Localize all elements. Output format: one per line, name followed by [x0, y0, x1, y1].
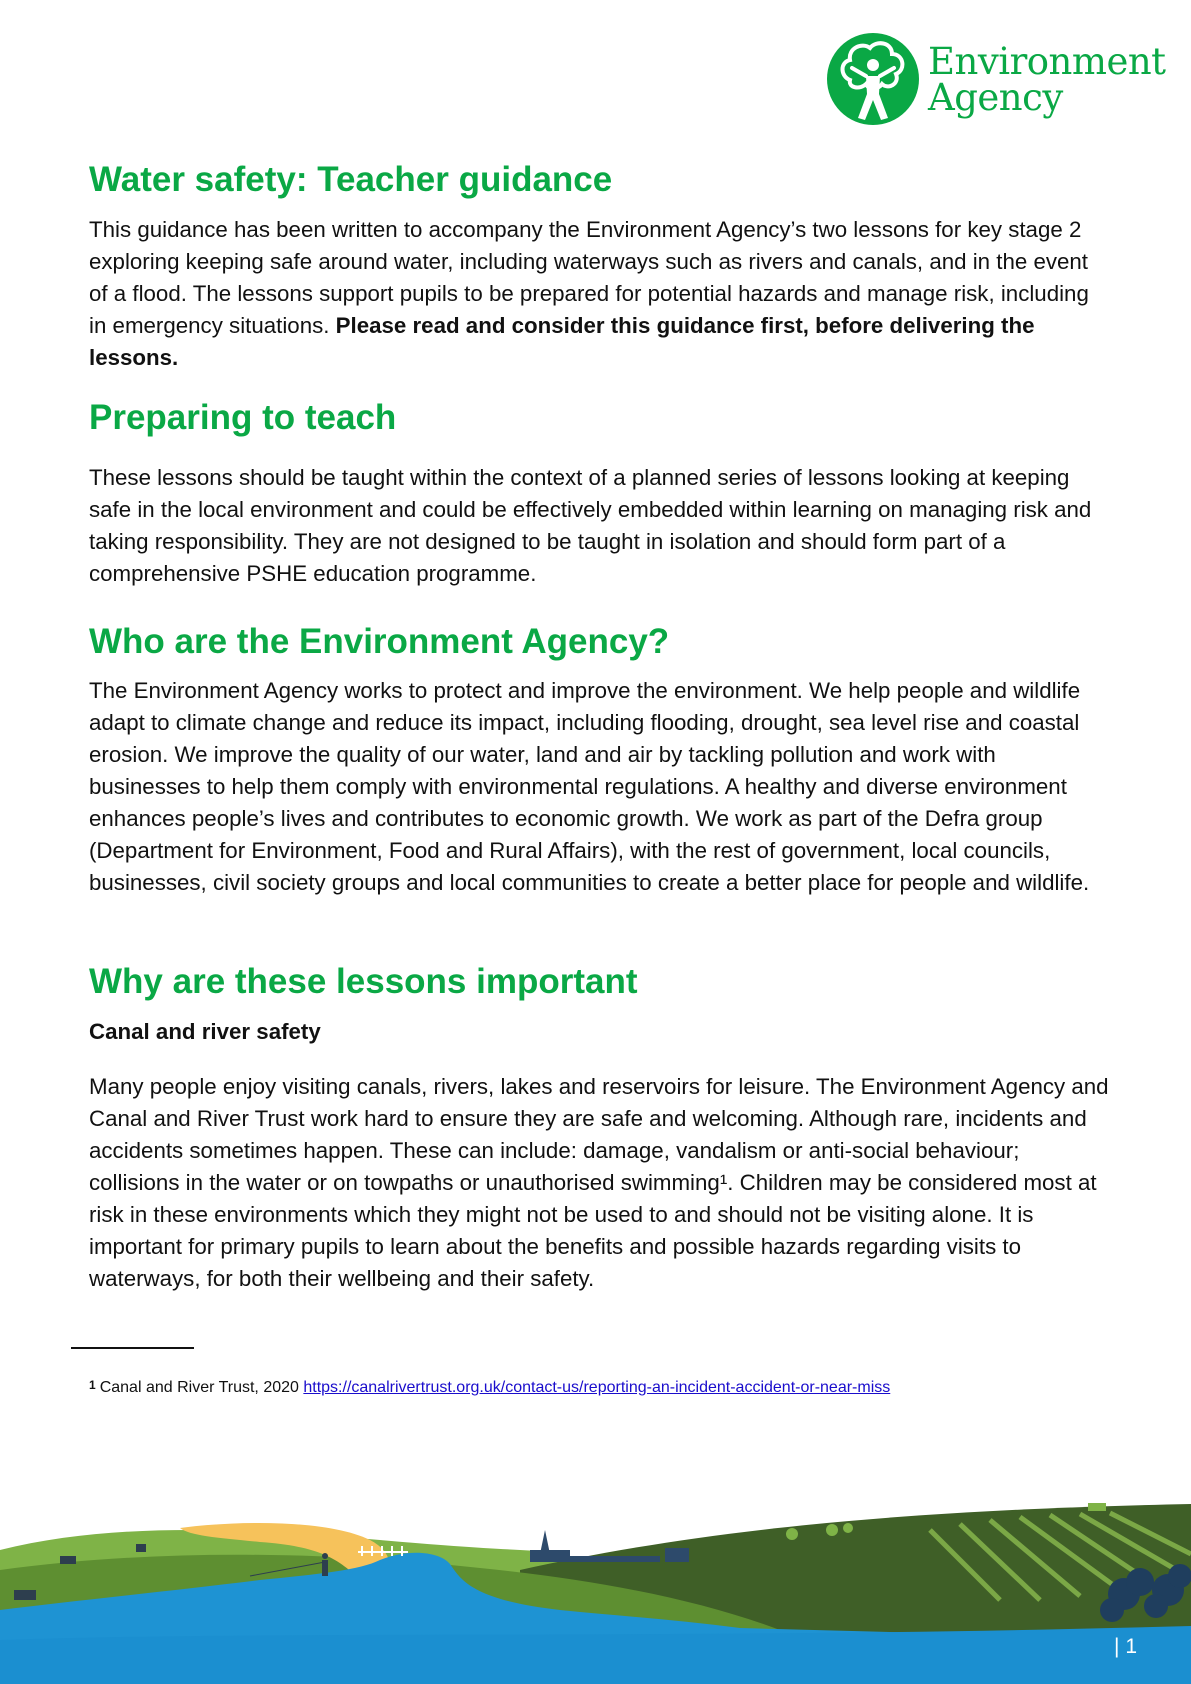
page-number: | 1 [1114, 1635, 1137, 1658]
intro-text: This guidance has been written to accompany the Environment Agency’s two lessons for key stage 2 exploring keeping safe around water, including waterways such as rivers and canals, and in the event of a flood. The lessons support pupils to be prepared for potential hazards and manage risk, including in emergency situations. [89, 217, 1089, 338]
tractor-icon [1088, 1503, 1106, 1511]
heading-why-important: Why are these lessons important [89, 962, 638, 1001]
intro-bold-notice: Please read and consider this guidance first, before delivering the lessons. [89, 313, 1035, 370]
subheading-canal-river-safety: Canal and river safety [89, 1019, 321, 1044]
page-title: Water safety: Teacher guidance [89, 160, 613, 199]
heading-preparing-to-teach: Preparing to teach [89, 398, 397, 437]
footnote [89, 1377, 890, 1399]
footnote-divider [71, 1347, 194, 1349]
cow-icon [60, 1556, 76, 1564]
logo-word-agency: Agency [928, 76, 1063, 119]
who-paragraph: The Environment Agency works to protect and improve the environment. We help people and wildlife adapt to climate change and reduce its impact, including flooding, drought, sea level rise and coastal erosion. We improve the quality of our water, land and air by tackling pollution and work with businesses to help them comply with environmental regulations. A healthy and diverse environment enhances people’s lives and contributes to economic growth. We work as part of the Defra group (Department for Environment, Food and Rural Affairs), with the rest of government, local councils, businesses, civil society groups and local communities to create a better place for people and wildlife. [89, 678, 1090, 895]
footnote-marker: 1 [89, 1378, 96, 1392]
canal-paragraph: Many people enjoy visiting canals, rivers, lakes and reservoirs for leisure. The Environment Agency and Canal and River Trust work hard to ensure they are safe and welcoming. Although rare, incidents and accidents sometimes happen. These can include: damage, vandalism or anti-social behaviour; collisions in the water or on towpaths or unauthorised swimming¹. Children may be considered most at risk in these environments which they might not be used to and should not be visiting alone. It is important for primary pupils to learn about the benefits and possible hazards regarding visits to waterways, for both their wellbeing and their safety. [89, 1074, 1109, 1291]
logo-word-environment: Environment [928, 40, 1166, 83]
tree-person-logo-icon [826, 32, 922, 127]
intro-paragraph [89, 214, 1109, 374]
heading-who-are-ea: Who are the Environment Agency? [89, 622, 670, 661]
footnote-text: Canal and River Trust, 2020 [99, 1379, 304, 1396]
landscape-illustration [0, 1490, 1191, 1684]
preparing-paragraph: These lessons should be taught within the context of a planned series of lessons looking at keeping safe in the local environment and could be effectively embedded within learning on managing risk and taking responsibility. They are not designed to be taught in isolation and should form part of a comprehensive PSHE education programme. [89, 465, 1092, 586]
environment-agency-logo [826, 32, 1171, 127]
footnote-link[interactable]: https://canalrivertrust.org.uk/contact-us/reporting-an-incident-accident-or-near-miss [303, 1379, 891, 1396]
